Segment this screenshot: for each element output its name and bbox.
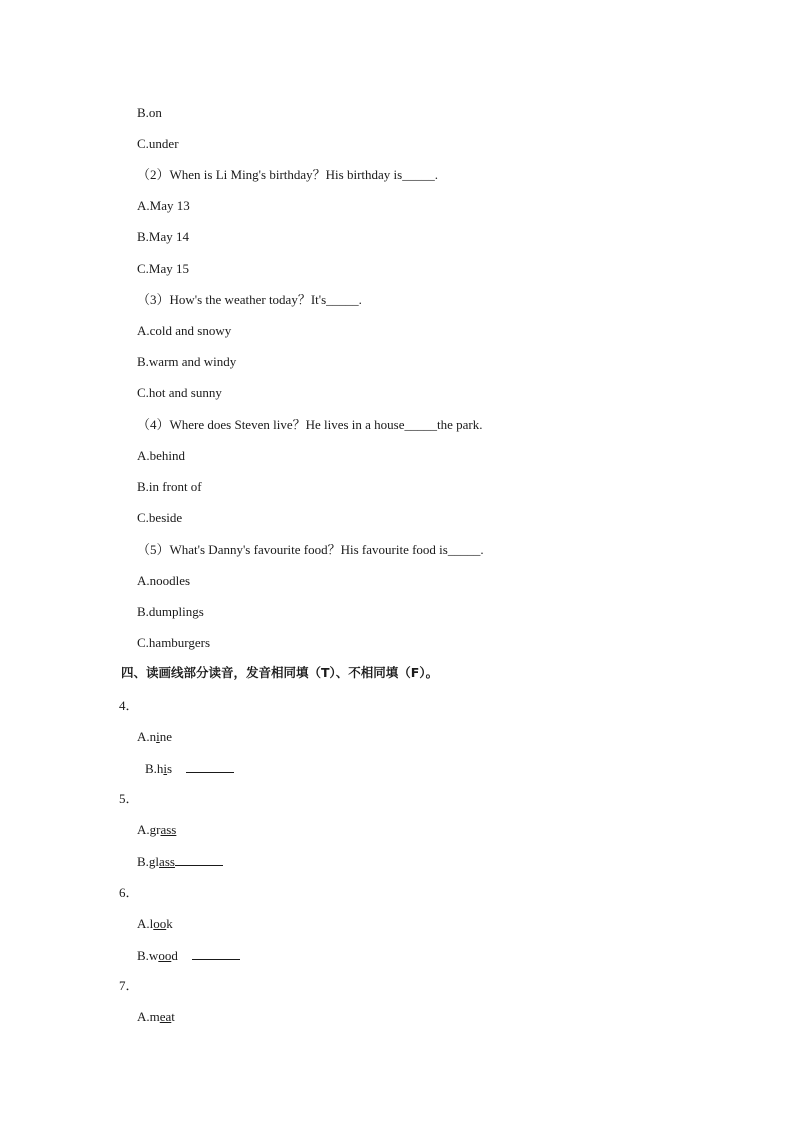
question-2-option-c: C.May 15 bbox=[137, 261, 189, 276]
question-3-stem: （3）How's the weather today？It's_____. bbox=[137, 292, 362, 307]
item-4-a-underlined: i bbox=[156, 729, 160, 744]
question-4-option-b: B.in front of bbox=[137, 479, 202, 494]
item-6-number: 6． bbox=[119, 885, 139, 900]
item-5-b-underlined: ass bbox=[159, 854, 175, 869]
question-3-option-b: B.warm and windy bbox=[137, 354, 237, 369]
item-6-a-suffix: k bbox=[166, 916, 173, 931]
item-6-a-prefix: A.l bbox=[137, 916, 154, 931]
item-6-b-suffix: d bbox=[171, 948, 178, 963]
item-4-word-b bbox=[145, 760, 234, 777]
option-c-prev: C.under bbox=[137, 136, 179, 151]
item-5-answer-blank[interactable] bbox=[175, 853, 223, 866]
question-4-option-c: C.beside bbox=[137, 510, 183, 525]
item-4-word-a bbox=[137, 729, 172, 745]
item-4-a-prefix: A.n bbox=[137, 729, 157, 744]
item-5-number: 5． bbox=[119, 791, 139, 806]
question-5-option-b: B.dumplings bbox=[137, 604, 204, 619]
item-5-a-underlined: ass bbox=[160, 822, 177, 837]
option-b-prev: B.on bbox=[137, 105, 162, 120]
item-7-number: 7． bbox=[119, 978, 139, 993]
item-4-b-suffix: s bbox=[167, 761, 173, 776]
question-5-option-a: A.noodles bbox=[137, 573, 191, 588]
item-4-a-suffix: ne bbox=[159, 729, 173, 744]
item-6-b-underlined: oo bbox=[158, 948, 172, 963]
item-7-a-underlined: ea bbox=[159, 1009, 172, 1024]
item-4-b-underlined: i bbox=[163, 761, 168, 776]
question-2-stem: （2）When is Li Ming's birthday？His birthday is_____. bbox=[137, 167, 438, 182]
question-5-option-c: C.hamburgers bbox=[137, 635, 211, 650]
item-7-a-prefix: A.m bbox=[137, 1009, 160, 1024]
item-6-answer-blank[interactable] bbox=[192, 947, 240, 960]
item-5-word-a bbox=[137, 822, 176, 838]
item-5-a-prefix: A.gr bbox=[137, 822, 161, 837]
item-5-word-b bbox=[137, 853, 223, 870]
item-6-a-underlined: oo bbox=[153, 916, 167, 931]
question-3-option-c: C.hot and sunny bbox=[137, 385, 222, 400]
item-4-answer-blank[interactable] bbox=[186, 760, 234, 773]
item-5-b-prefix: B.gl bbox=[137, 854, 160, 869]
question-4-option-a: A.behind bbox=[137, 448, 186, 463]
item-4-b-prefix: B.h bbox=[145, 761, 164, 776]
item-7-word-a bbox=[137, 1009, 175, 1025]
question-2-option-b: B.May 14 bbox=[137, 229, 189, 244]
item-4-number: 4． bbox=[119, 698, 139, 713]
question-3-option-a: A.cold and snowy bbox=[137, 323, 232, 338]
item-7-a-suffix: t bbox=[171, 1009, 175, 1024]
question-2-option-a: A.May 13 bbox=[137, 198, 190, 213]
question-5-stem: （5）What's Danny's favourite food？His favourite food is_____. bbox=[137, 542, 484, 557]
item-6-word-a bbox=[137, 916, 173, 932]
section-4-title: 四、读画线部分读音，发音相同填（T）、不相同填（F）。 bbox=[121, 665, 439, 680]
item-6-b-prefix: B.w bbox=[137, 948, 159, 963]
item-6-word-b bbox=[137, 947, 240, 964]
question-4-stem: （4）Where does Steven live？He lives in a house_____the park. bbox=[137, 417, 483, 432]
